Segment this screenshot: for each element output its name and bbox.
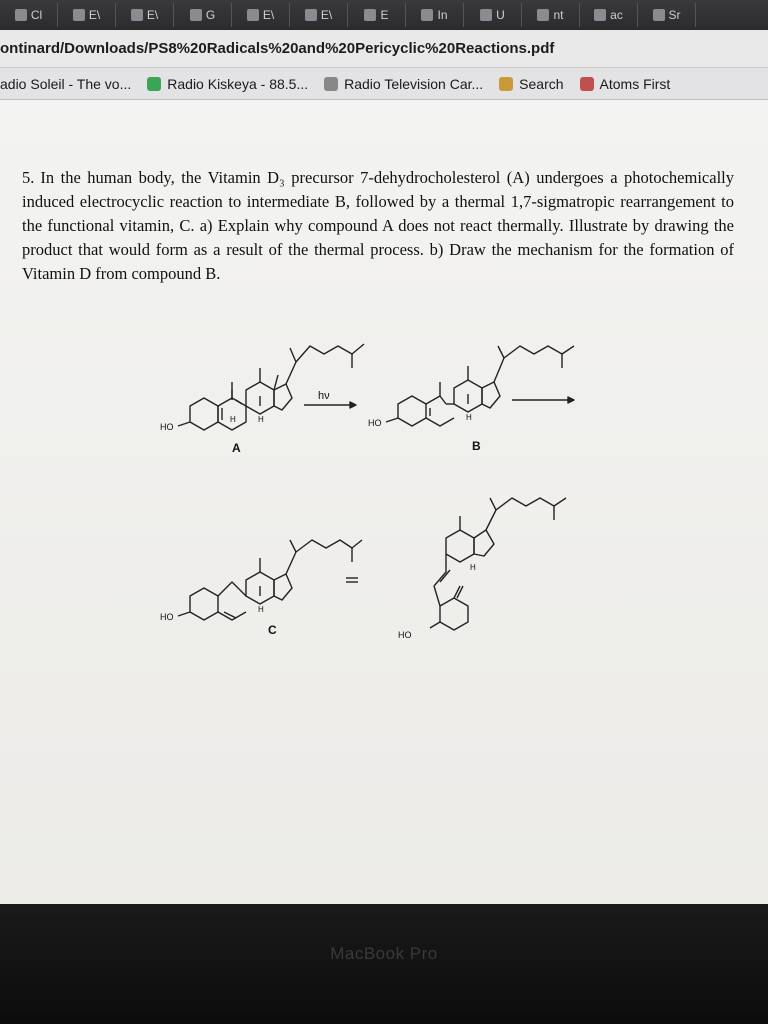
compound-b-label: B <box>472 439 481 453</box>
arrow-label: hν <box>318 390 330 402</box>
h-label-c: H <box>258 605 264 614</box>
molecule-c <box>178 540 362 620</box>
h-label-a1: H <box>230 415 236 424</box>
url-text[interactable]: ontinard/Downloads/PS8%20Radicals%20and%20Pericyclic%20Reactions.pdf <box>0 40 555 57</box>
browser-tab[interactable] <box>580 3 638 27</box>
question-body: In the human body, the Vitamin D₃ precursor 7-dehydrocholesterol (A) undergoes a photochemically induced electrocyclic reaction to intermediate B, followed by a thermal 1,7-sigmatropic rearrangement to the functional vitamin, C. a) Explain why compound A does not react thermally. Illustrate by drawing the product that would form as a result of the thermal process. b) Draw the mechanism for the formation of Vitamin D from compound B. <box>22 168 734 283</box>
browser-tab[interactable] <box>348 3 406 27</box>
address-bar[interactable] <box>0 30 768 68</box>
tab-favicon-icon <box>421 9 433 21</box>
reaction-scheme <box>0 100 768 904</box>
tab-label: nt <box>553 8 564 22</box>
browser-tab[interactable] <box>58 3 116 27</box>
browser-tab[interactable] <box>0 3 58 27</box>
compound-c-label: C <box>268 623 277 637</box>
laptop-bezel <box>0 904 768 1024</box>
bookmarks-bar <box>0 68 768 100</box>
h-label-d: H <box>470 563 476 572</box>
tab-label: Cl <box>30 8 43 22</box>
tab-favicon-icon <box>364 9 376 21</box>
bookmark-favicon-icon <box>324 77 338 91</box>
molecule-a <box>178 344 364 430</box>
tab-favicon-icon <box>247 9 259 21</box>
molecule-b <box>386 346 574 426</box>
tab-favicon-icon <box>480 9 492 21</box>
h-label-b: H <box>466 413 472 422</box>
tab-favicon-icon <box>73 9 85 21</box>
ho-label-a: HO <box>160 422 174 432</box>
ho-label-c: HO <box>160 612 174 622</box>
molecule-vitamin-d <box>430 498 566 630</box>
tab-favicon-icon <box>131 9 143 21</box>
bookmark-item[interactable] <box>0 76 131 92</box>
bezel-label: MacBook Pro <box>330 944 438 963</box>
browser-tab[interactable] <box>232 3 290 27</box>
bookmark-label: Radio Television Car... <box>344 75 484 92</box>
tab-label: E <box>380 8 389 22</box>
compound-a-label: A <box>232 441 241 455</box>
tab-favicon-icon <box>15 9 27 21</box>
tab-label: E\ <box>262 8 275 22</box>
ho-label-b: HO <box>368 418 382 428</box>
tab-label: E\ <box>88 8 101 22</box>
bookmark-favicon-icon <box>147 77 161 91</box>
tab-strip <box>0 0 768 30</box>
tab-favicon-icon <box>594 9 606 21</box>
bookmark-item[interactable] <box>580 76 671 92</box>
tab-label: G <box>205 8 216 22</box>
tab-label: Sr <box>668 8 681 22</box>
bookmark-label: Atoms First <box>599 75 671 92</box>
browser-tab[interactable] <box>464 3 522 27</box>
bookmark-label: adio Soleil - The vo... <box>0 75 132 92</box>
h-label-a2: H <box>258 415 264 424</box>
bookmark-item[interactable] <box>147 76 308 92</box>
tab-label: E\ <box>146 8 159 22</box>
tab-label: U <box>496 8 505 22</box>
browser-tab[interactable] <box>290 3 348 27</box>
ho-label-d: HO <box>398 630 412 640</box>
question-number: 5. <box>22 168 35 187</box>
browser-tab[interactable] <box>116 3 174 27</box>
bookmark-favicon-icon <box>499 77 513 91</box>
bookmark-label: Search <box>519 75 564 92</box>
browser-tab[interactable] <box>638 3 696 27</box>
tab-favicon-icon <box>653 9 665 21</box>
tab-favicon-icon <box>305 9 317 21</box>
browser-tab[interactable] <box>174 3 232 27</box>
tab-favicon-icon <box>537 9 549 21</box>
tab-label: In <box>437 8 448 22</box>
bookmark-item[interactable] <box>324 76 483 92</box>
browser-tab[interactable] <box>522 3 580 27</box>
bookmark-favicon-icon <box>580 77 594 91</box>
tab-label: ac <box>610 8 623 22</box>
bookmark-item[interactable] <box>499 76 563 92</box>
bookmark-label: Radio Kiskeya - 88.5... <box>167 75 309 92</box>
tab-label: E\ <box>320 8 333 22</box>
browser-tab[interactable] <box>406 3 464 27</box>
tab-favicon-icon <box>190 9 202 21</box>
pdf-page <box>0 100 768 904</box>
